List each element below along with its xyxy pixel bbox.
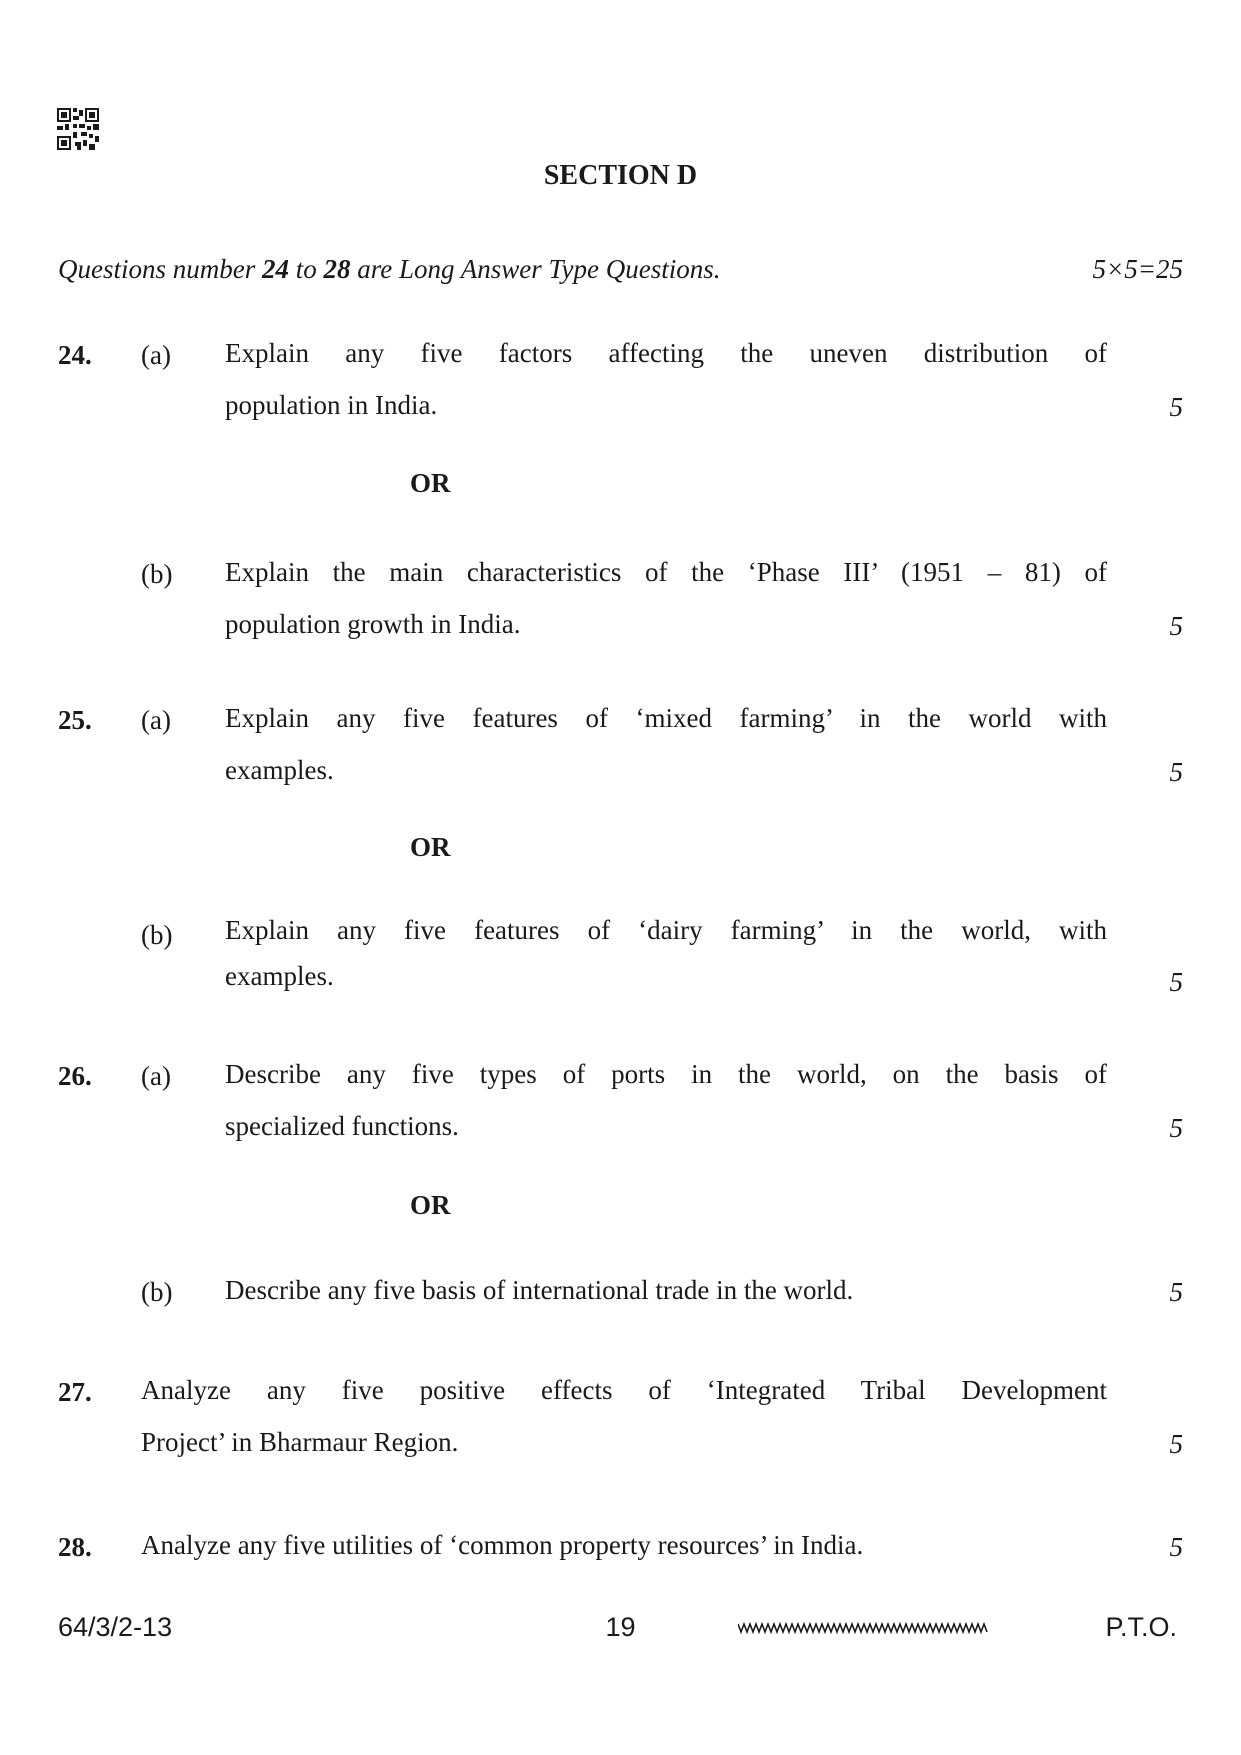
question-marks: 5 [1169,1532,1183,1562]
question-text-line: Analyze any five positive effects of ‘Integrated Tribal Development [141,1375,1107,1405]
question-text-line: Explain any five factors affecting the uneven distribution of [225,338,1107,368]
paper-code: 64/3/2-13 [58,1612,173,1642]
question-text-line: examples. [225,961,334,991]
part-label: (b) [141,559,173,589]
question-text [225,1048,1107,1152]
part-label: (a) [141,705,171,735]
or-separator: OR [410,1190,451,1220]
question-text-line: Describe any five types of ports in the world, on the basis of [225,1059,1107,1089]
question-marks: 5 [1169,967,1183,997]
wavy-line-decoration [738,1618,988,1638]
section-total-marks: 5×5=25 [1092,254,1183,284]
question-text-line: population growth in India. [225,609,521,639]
question-text [141,1364,1107,1468]
question-number: 24. [58,340,92,370]
qr-code-icon [57,108,99,150]
question-text-line: population in India. [225,390,438,420]
question-marks: 5 [1169,1113,1183,1143]
question-number: 27. [58,1377,92,1407]
question-text [141,1519,1107,1571]
question-number: 28. [58,1532,92,1562]
page-number: 19 [605,1612,636,1642]
question-text [225,692,1107,796]
question-text-line: Explain any five features of ‘dairy farming’ in the world, with [225,915,1107,945]
question-marks: 5 [1169,757,1183,787]
question-text [225,907,1107,999]
part-label: (b) [141,1277,173,1307]
question-text-line: examples. [225,755,334,785]
question-text-line: Describe any five basis of international trade in the world. [225,1275,854,1305]
question-text-line: Explain the main characteristics of the ‘Phase III’ (1951 – 81) of [225,557,1107,587]
question-text-line: Analyze any five utilities of ‘common property resources’ in India. [141,1530,864,1560]
question-text-line: Project’ in Bharmaur Region. [141,1427,459,1457]
or-separator: OR [410,468,451,498]
question-text [225,546,1107,650]
question-text-line: Explain any five features of ‘mixed farming’ in the world with [225,703,1107,733]
part-label: (a) [141,340,171,370]
please-turn-over: P.T.O. [1105,1612,1177,1642]
question-marks: 5 [1169,1277,1183,1307]
question-text [225,327,1107,431]
question-text-line: specialized functions. [225,1111,459,1141]
part-label: (a) [141,1061,171,1091]
question-marks: 5 [1169,1429,1183,1459]
or-separator: OR [410,832,451,862]
question-text [225,1264,1107,1316]
part-label: (b) [141,920,173,950]
question-marks: 5 [1169,392,1183,422]
question-number: 25. [58,705,92,735]
section-instruction: Questions number 24 to 28 are Long Answer Type Questions. [58,254,721,284]
section-title: SECTION D [543,160,698,191]
question-number: 26. [58,1061,92,1091]
question-marks: 5 [1169,611,1183,641]
